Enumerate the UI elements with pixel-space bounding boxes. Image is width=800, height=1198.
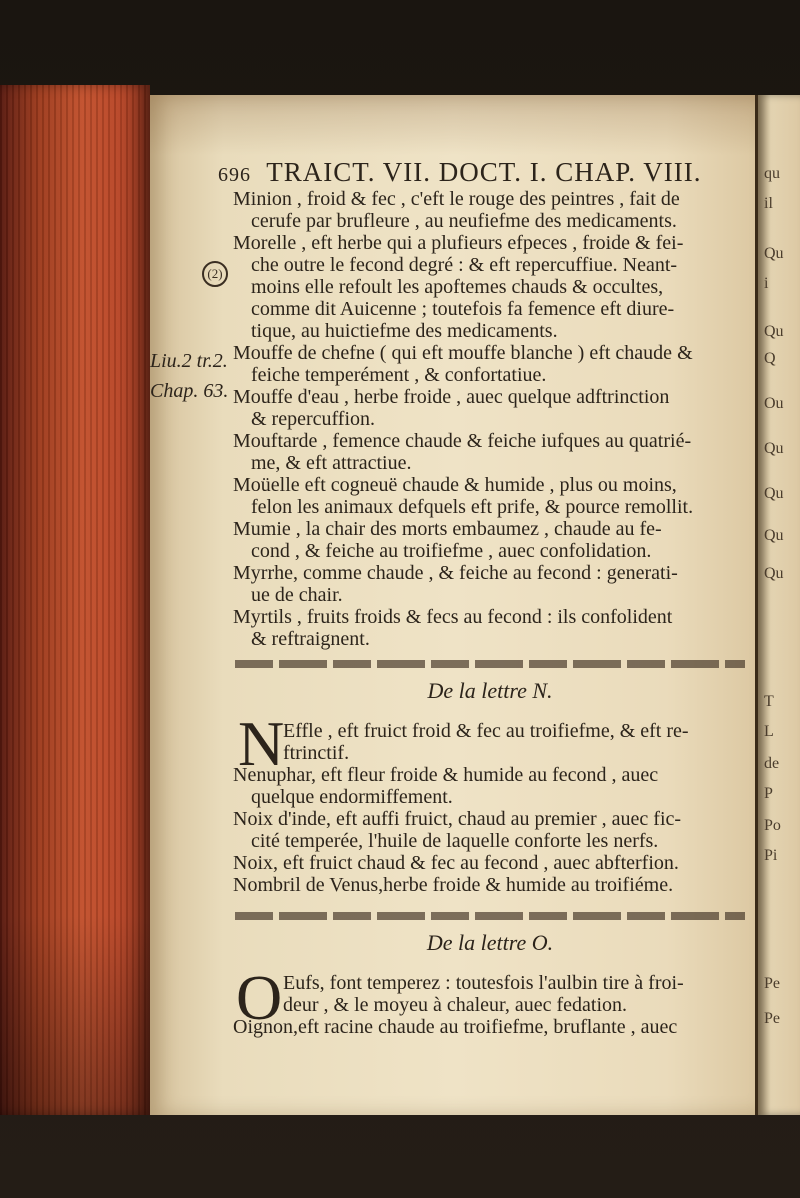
- fragment: qu: [764, 165, 780, 182]
- text-line: moins elle refoult les apoftemes chauds & occultes,: [251, 276, 664, 298]
- page-number: 696: [218, 164, 251, 186]
- fragment: Po: [764, 817, 781, 834]
- ornamental-rule: [235, 912, 745, 920]
- section-marker: (2): [202, 261, 228, 287]
- text-line: Mouffe d'eau , herbe froide , auec quelque adftrinction: [233, 386, 670, 408]
- fragment: Qu: [764, 527, 784, 544]
- text-line: Oignon,eft racine chaude au troifiefme, bruflante , auec: [233, 1016, 678, 1038]
- text-line: Noix, eft fruict chaud & fec au fecond , auec abfterfion.: [233, 852, 679, 874]
- text-line: Morelle , eft herbe qui a plufieurs efpeces , froide & fei-: [233, 232, 684, 254]
- text-line: deur , & le moyeu à chaleur, auec fedation.: [283, 994, 628, 1016]
- fragment: de: [764, 755, 780, 772]
- text-line: comme dit Auicenne ; toutefois fa femence eft diure-: [251, 298, 675, 320]
- text-line: Effle , eft fruict froid & fec au troifiefme, & eft re-: [283, 720, 689, 742]
- fragment: L: [764, 723, 774, 740]
- text-line: Mumie , la chair des morts embaumez , chaude au fe-: [233, 518, 662, 540]
- fragment: Qu: [764, 485, 784, 502]
- ornamental-rule: [235, 660, 745, 668]
- fragment: i: [764, 275, 769, 292]
- fragment: Pe: [764, 975, 780, 992]
- text-line: Minion , froid & fec , c'eft le rouge des peintres , fait de: [233, 188, 680, 210]
- text-line: Mouftarde , femence chaude & feiche iufques au quatrié-: [233, 430, 692, 452]
- section-heading-o: De la lettre O.: [426, 930, 554, 955]
- text-line: ue de chair.: [251, 584, 343, 606]
- entries-n: [233, 720, 753, 896]
- dropcap-o: O: [236, 962, 283, 1033]
- text-line: Noix d'inde, eft auffi fruict, chaud au premier , auec fic-: [233, 808, 682, 830]
- text-line: ftrinctif.: [283, 742, 350, 764]
- fragment: Q: [764, 350, 776, 367]
- text-line: cerufe par brufleure , au neufiefme des medicaments.: [251, 210, 677, 232]
- fragment: Pi: [764, 847, 778, 864]
- header-title: TRAICT. VII. DOCT. I. CHAP. VIII.: [266, 157, 702, 187]
- fragment: Qu: [764, 245, 784, 262]
- text-line: felon les animaux defquels eft prife, & pource remollit.: [251, 496, 694, 518]
- text-line: feiche temperément , & confortatiue.: [251, 364, 547, 386]
- entries-o: [233, 972, 753, 1038]
- text-line: Nombril de Venus,herbe froide & humide au troifiéme.: [233, 874, 674, 896]
- dropcap-n: N: [238, 708, 285, 779]
- margin-note: Chap. 63.: [150, 380, 229, 402]
- next-page-edge: [758, 95, 800, 1115]
- text-line: cond , & feiche au troifiefme , auec confolidation.: [251, 540, 652, 562]
- fragment: Qu: [764, 440, 784, 457]
- fragment: Pe: [764, 1010, 780, 1027]
- text-line: me, & eft attractiue.: [251, 452, 412, 474]
- text-line: cité temperée, l'huile de laquelle conforte les nerfs.: [251, 830, 659, 852]
- text-line: Myrrhe, comme chaude , & feiche au fecond : generati-: [233, 562, 678, 584]
- fragment: T: [764, 693, 774, 710]
- text-line: che outre le fecond degré : & eft repercuffiue. Neant-: [251, 254, 678, 276]
- running-header: [218, 157, 748, 188]
- fragment: il: [764, 195, 773, 212]
- text-line: Mouffe de chefne ( qui eft mouffe blanche ) eft chaude &: [233, 342, 693, 364]
- text-line: & reftraignent.: [251, 628, 370, 650]
- text-line: tique, au huictiefme des medicaments.: [251, 320, 558, 342]
- margin-note: Liu.2 tr.2.: [150, 350, 228, 372]
- text-line: Nenuphar, eft fleur froide & humide au fecond , auec: [233, 764, 659, 786]
- entries-m: [233, 188, 753, 650]
- fragment: Ou: [764, 395, 784, 412]
- text-line: Moüelle eft cogneuë chaude & humide , plus ou moins,: [233, 474, 677, 496]
- text-line: quelque endormiffement.: [251, 786, 453, 808]
- text-line: Myrtils , fruits froids & fecs au fecond : ils confolident: [233, 606, 673, 628]
- fragment: Qu: [764, 565, 784, 582]
- fragment: P: [764, 785, 773, 802]
- section-heading-n: De la lettre N.: [427, 678, 553, 703]
- text-line: & repercuffion.: [251, 408, 376, 430]
- fragment: Qu: [764, 323, 784, 340]
- book-red-edge: [0, 85, 150, 1115]
- text-line: Eufs, font temperez : toutesfois l'aulbin tire à froi-: [283, 972, 684, 994]
